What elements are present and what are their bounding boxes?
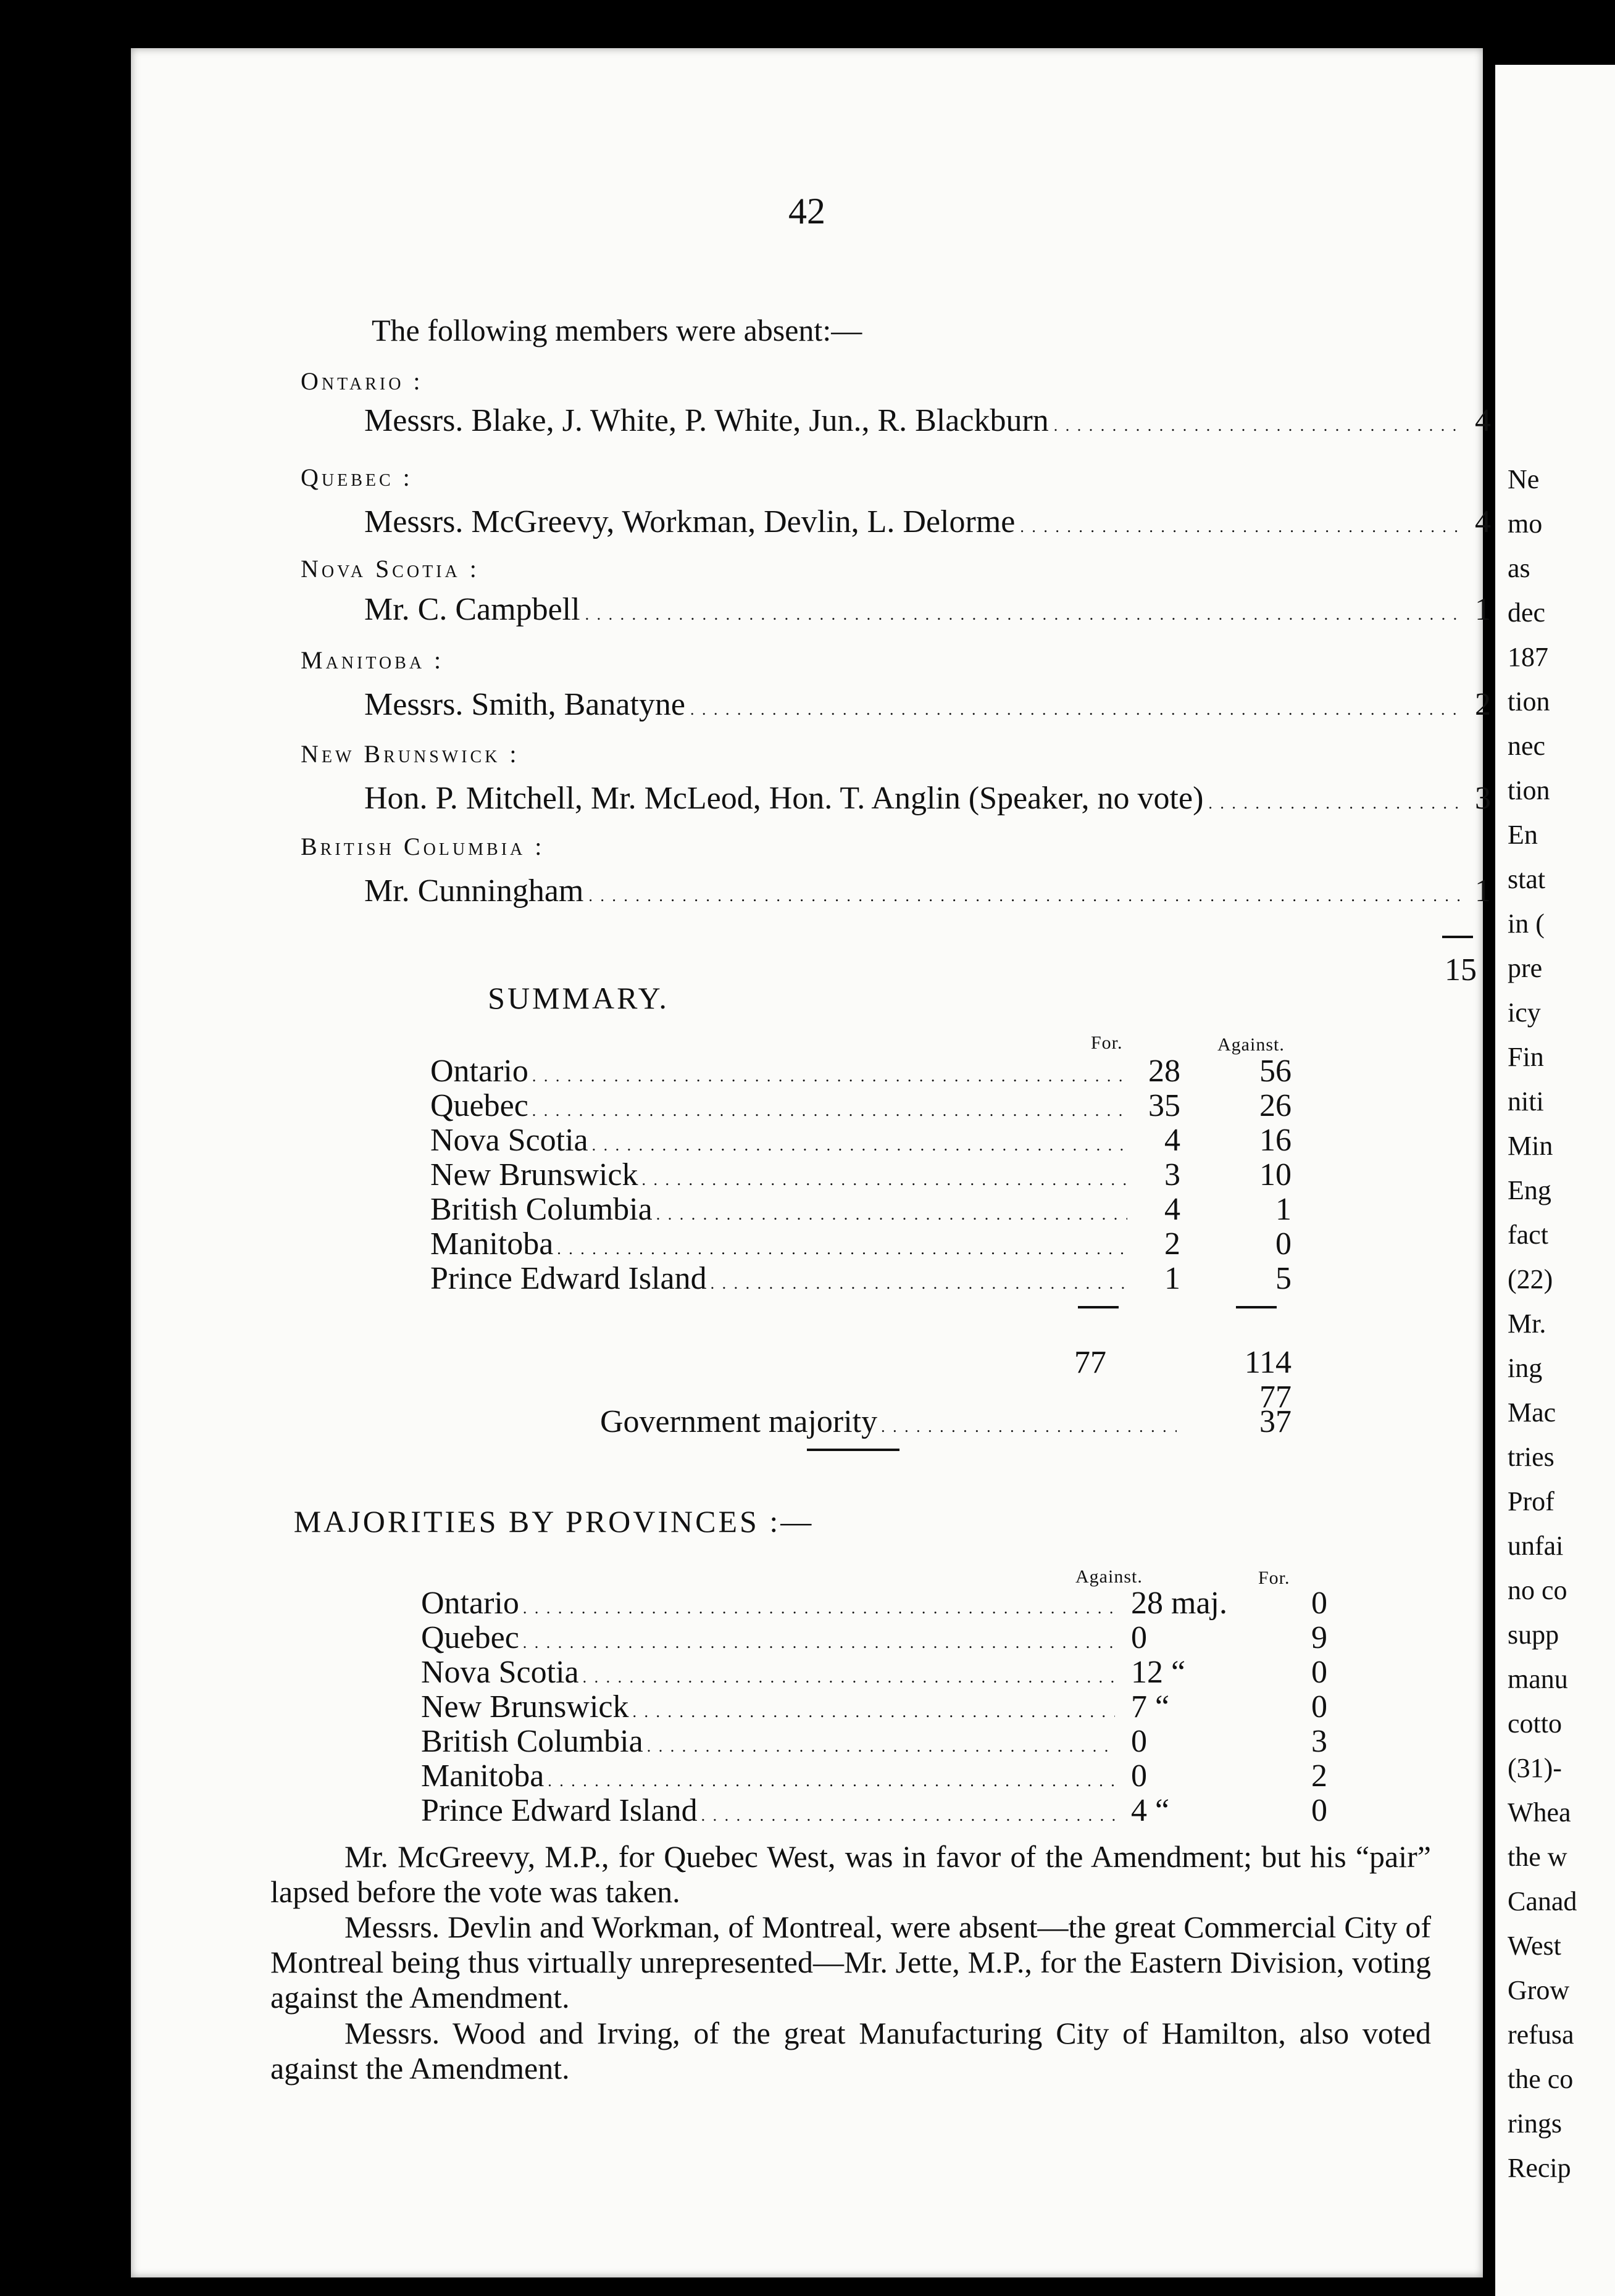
majority-for: 2 [1311, 1758, 1327, 1794]
note-mcgreevy: Mr. McGreevy, M.P., for Quebec West, was in favor of the Amendment; but his “pair” lapsed before the vote was taken. [270, 1839, 1431, 1909]
summary-total-for: 77 [1074, 1345, 1106, 1380]
facing-page-fragment: Mac [1508, 1397, 1556, 1428]
summary-against: 5 [1275, 1261, 1292, 1296]
facing-page-fragment: niti [1508, 1086, 1544, 1117]
majority-for: 0 [1311, 1793, 1327, 1828]
facing-page-fragment: pre [1508, 953, 1543, 983]
majority-row [421, 1723, 1366, 1758]
majority-against: 0 [1131, 1724, 1147, 1759]
facing-page-fragment: unfai [1508, 1531, 1564, 1561]
province-heading: Nova Scotia : [301, 555, 480, 583]
province-heading: Quebec : [301, 464, 413, 491]
majority-province: Ontario [421, 1586, 519, 1621]
total-rule [1442, 936, 1473, 938]
summary-row [430, 1088, 1180, 1122]
government-majority-value: 37 [1259, 1404, 1292, 1439]
summary-col-against: Against. [1217, 1034, 1285, 1055]
facing-page-fragment: tries [1508, 1442, 1554, 1472]
absent-count: 1 [1475, 873, 1491, 909]
facing-page-fragment: En [1508, 820, 1538, 850]
summary-against: 56 [1259, 1054, 1292, 1089]
page-number: 42 [788, 191, 825, 231]
facing-page-fragment: the co [1508, 2064, 1574, 2094]
facing-page-fragment: cotto [1508, 1708, 1562, 1739]
facing-page-fragment: no co [1508, 1575, 1567, 1605]
summary-for: 4 [1164, 1123, 1180, 1158]
majorities-heading: MAJORITIES BY PROVINCES :— [293, 1504, 814, 1539]
majority-province: Manitoba [421, 1758, 545, 1794]
absent-row [364, 686, 1491, 723]
facing-page-fragment: supp [1508, 1620, 1559, 1650]
absent-members: Messrs. Smith, Banatyne [364, 687, 685, 722]
facing-page-fragment: West [1508, 1931, 1561, 1961]
facing-page-fragment: fact [1508, 1220, 1548, 1250]
facing-page-fragment: Whea [1508, 1797, 1571, 1828]
majority-row [421, 1585, 1366, 1620]
absent-members: Mr. C. Campbell [364, 592, 580, 627]
majorities-col-for: For. [1258, 1568, 1290, 1588]
summary-for-rule [1078, 1306, 1119, 1308]
absent-members: Mr. Cunningham [364, 873, 584, 909]
majority-row [421, 1792, 1366, 1827]
facing-page-fragment: (22) [1508, 1264, 1553, 1294]
facing-page-fragment: the w [1508, 1842, 1567, 1872]
government-majority-row [600, 1404, 1180, 1440]
summary-against: 0 [1275, 1226, 1292, 1262]
absent-count: 1 [1475, 592, 1491, 627]
province-heading: British Columbia : [301, 833, 545, 860]
facing-page-fragment: icy [1508, 997, 1541, 1028]
absent-count: 2 [1475, 687, 1491, 722]
absent-members: Messrs. McGreevy, Workman, Devlin, L. Delorme [364, 504, 1016, 539]
summary-province: Manitoba [430, 1226, 554, 1262]
summary-for: 1 [1164, 1261, 1180, 1296]
book-page [131, 48, 1491, 2277]
facing-page-fragment: Ne [1508, 464, 1540, 494]
summary-row [430, 1122, 1180, 1157]
absent-row [364, 873, 1491, 909]
facing-page-fragment: tion [1508, 775, 1550, 805]
province-heading: Ontario : [301, 367, 424, 395]
summary-against: 26 [1259, 1088, 1292, 1123]
absent-members: Hon. P. Mitchell, Mr. McLeod, Hon. T. Anglin (Speaker, no vote) [364, 781, 1204, 816]
facing-page-fragment: Fin [1508, 1042, 1544, 1072]
summary-for: 3 [1164, 1157, 1180, 1192]
absent-count: 4 [1475, 403, 1491, 438]
absent-members: Messrs. Blake, J. White, P. White, Jun., R. Blackburn [364, 403, 1049, 438]
facing-page-fragment: Grow [1508, 1975, 1570, 2005]
majority-against: 0 [1131, 1758, 1147, 1794]
absent-count: 4 [1475, 504, 1491, 539]
note-hamilton: Messrs. Wood and Irving, of the great Manufacturing City of Hamilton, also voted against the Amendment. [270, 2016, 1431, 2086]
summary-for: 2 [1164, 1226, 1180, 1262]
absent-row [364, 504, 1491, 540]
majority-province: Prince Edward Island [421, 1793, 698, 1828]
majority-for: 0 [1311, 1689, 1327, 1724]
facing-page-fragment: Mr. [1508, 1308, 1546, 1339]
facing-page-fragment: Prof [1508, 1486, 1554, 1516]
note-montreal: Messrs. Devlin and Workman, of Montreal, were absent—the great Commercial City of Montreal being thus virtually unrepresented—Mr. Jette, M.P., for the Eastern Division, voting against the Amendment. [270, 1910, 1431, 2015]
absent-row [364, 780, 1491, 817]
summary-against: 10 [1259, 1157, 1292, 1192]
majority-against: 0 [1131, 1620, 1147, 1655]
facing-page-fragment: Recip [1508, 2153, 1571, 2183]
facing-page-fragment: tion [1508, 686, 1550, 717]
majority-for: 3 [1311, 1724, 1327, 1759]
majority-province: New Brunswick [421, 1689, 629, 1724]
section-divider [807, 1449, 899, 1451]
summary-for: 35 [1148, 1088, 1180, 1123]
summary-against: 16 [1259, 1123, 1292, 1158]
facing-page-fragment: rings [1508, 2108, 1562, 2139]
province-heading: New Brunswick : [301, 740, 520, 768]
facing-page-fragment: Min [1508, 1131, 1553, 1161]
facing-page-fragment: (31)- [1508, 1753, 1562, 1783]
majority-province: Quebec [421, 1620, 519, 1655]
majorities-col-against: Against. [1075, 1566, 1143, 1587]
facing-page-fragment: ing [1508, 1353, 1543, 1383]
summary-heading: SUMMARY. [488, 981, 669, 1015]
summary-against-rule [1236, 1306, 1277, 1308]
facing-page-fragment: as [1508, 553, 1530, 583]
summary-against: 1 [1275, 1192, 1292, 1227]
facing-page-fragment: mo [1508, 509, 1543, 539]
majority-against: 12 “ [1131, 1655, 1186, 1690]
facing-page-fragment: stat [1508, 864, 1546, 894]
majority-against: 4 “ [1131, 1793, 1170, 1828]
facing-page-fragment: Eng [1508, 1175, 1551, 1205]
summary-row [430, 1191, 1180, 1226]
majority-for: 9 [1311, 1620, 1327, 1655]
summary-province: New Brunswick [430, 1157, 638, 1192]
absent-row [364, 591, 1491, 628]
facing-page-fragment: Canad [1508, 1886, 1577, 1916]
facing-page-fragment: dec [1508, 597, 1546, 628]
summary-total-against: 114 [1244, 1345, 1292, 1380]
majority-row [421, 1758, 1366, 1792]
facing-page-edge [1495, 65, 1615, 2296]
summary-province: Quebec [430, 1088, 528, 1123]
majority-against: 28 maj. [1131, 1586, 1227, 1621]
facing-page-fragment: nec [1508, 731, 1546, 761]
facing-page-fragment: refusa [1508, 2019, 1574, 2050]
majority-province: British Columbia [421, 1724, 643, 1759]
majority-label: Government majority [600, 1404, 878, 1439]
absent-intro: The following members were absent:— [372, 313, 862, 347]
absent-row [364, 402, 1491, 439]
summary-row [430, 1226, 1180, 1260]
summary-province: Nova Scotia [430, 1123, 588, 1158]
summary-row [430, 1053, 1180, 1088]
majority-for: 0 [1311, 1655, 1327, 1690]
absent-count: 3 [1475, 781, 1491, 816]
summary-subtract: 77 [1259, 1379, 1292, 1415]
majority-row [421, 1654, 1366, 1689]
absent-total: 15 [1445, 952, 1477, 988]
summary-col-for: For. [1091, 1033, 1123, 1053]
summary-row [430, 1157, 1180, 1191]
summary-for: 28 [1148, 1054, 1180, 1089]
summary-province: Ontario [430, 1054, 528, 1089]
summary-province: Prince Edward Island [430, 1261, 707, 1296]
summary-for: 4 [1164, 1192, 1180, 1227]
facing-page-fragment: in ( [1508, 909, 1545, 939]
majority-against: 7 “ [1131, 1689, 1170, 1724]
facing-page-fragment: manu [1508, 1664, 1568, 1694]
majority-row [421, 1620, 1366, 1654]
facing-page-fragment: 187 [1508, 642, 1548, 672]
province-heading: Manitoba : [301, 646, 444, 674]
majority-row [421, 1689, 1366, 1723]
summary-row [430, 1260, 1180, 1295]
summary-province: British Columbia [430, 1192, 653, 1227]
majority-province: Nova Scotia [421, 1655, 579, 1690]
majority-for: 0 [1311, 1586, 1327, 1621]
